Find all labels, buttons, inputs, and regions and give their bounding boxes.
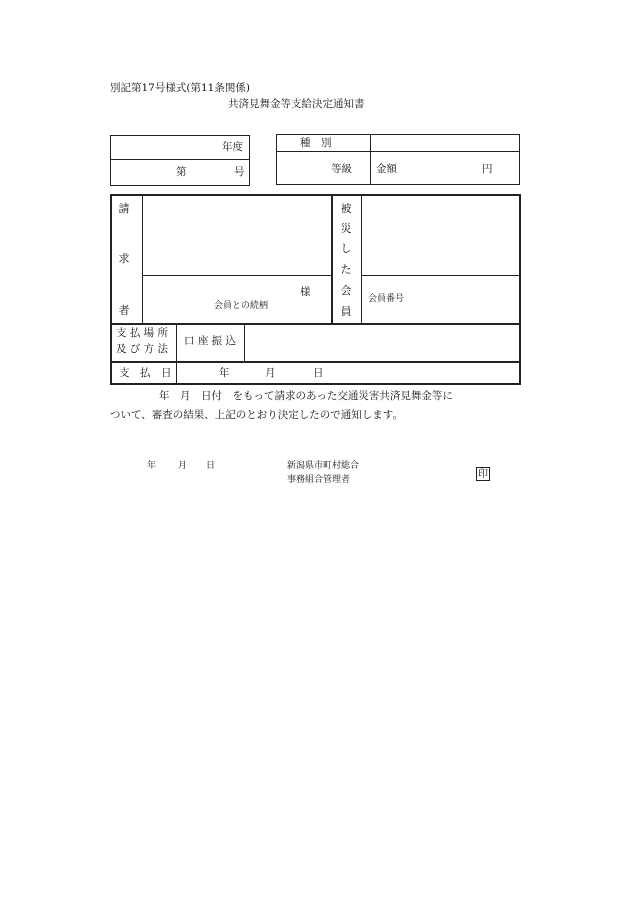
divider [361, 275, 521, 276]
main-table [110, 194, 521, 385]
issuer-line-2: 事務組合管理者 [287, 475, 351, 485]
notice-body-line-1: 年 月 日付 をもって請求のあった交通災害共済見舞金等に [159, 390, 453, 402]
payment-place-label: 支 払 場 所 [116, 327, 169, 339]
bank-transfer-label: 口 座 振 込 [184, 335, 237, 347]
issue-date-month: 月 [178, 461, 188, 471]
divider [361, 194, 362, 324]
number-prefix: 第 [176, 166, 187, 178]
benefit-type-label: 種 別 [300, 137, 332, 149]
payment-date-label: 支 払 日 [119, 367, 172, 379]
notice-body-line-2: ついて、審査の結果、上記のとおり決定したので通知します。 [110, 409, 403, 421]
issue-date-day: 日 [206, 461, 216, 471]
claimant-char: 求 [118, 252, 130, 265]
divider [276, 151, 520, 152]
amount-unit: 円 [482, 163, 493, 175]
honorific-sama: 様 [300, 286, 311, 298]
issuer-line-1: 新潟県市町村総合 [287, 461, 360, 471]
relation-label: 会員との続柄 [214, 301, 269, 311]
divider [244, 323, 245, 362]
divider [142, 275, 331, 276]
payment-date-year: 年 [219, 367, 230, 379]
victim-char: た [340, 263, 352, 276]
divider [370, 134, 371, 185]
fiscal-year-label: 年度 [222, 141, 243, 153]
claimant-char: 請 [118, 202, 130, 215]
divider [110, 159, 250, 160]
number-suffix: 号 [234, 166, 245, 178]
payment-method-label: 及 び 方 法 [116, 343, 169, 355]
payment-date-month: 月 [265, 367, 276, 379]
amount-label: 金額 [376, 163, 397, 175]
seal-mark: 印 [478, 469, 488, 480]
divider [110, 361, 521, 363]
divider [110, 323, 521, 325]
member-number-label: 会員番号 [368, 294, 405, 304]
grade-label: 等級 [331, 163, 352, 175]
divider [142, 194, 143, 324]
payment-date-day: 日 [313, 367, 324, 379]
divider [331, 194, 333, 324]
victim-char: し [340, 242, 352, 255]
form-reference: 別記第17号様式(第11条関係) [110, 82, 250, 94]
victim-char: 員 [340, 305, 352, 318]
victim-char: 会 [340, 284, 352, 297]
victim-char: 災 [340, 222, 352, 235]
divider [176, 323, 177, 385]
victim-char: 被 [340, 202, 352, 215]
issue-date-year: 年 [147, 461, 157, 471]
document-title: 共済見舞金等支給決定通知書 [228, 98, 365, 110]
claimant-char: 者 [118, 304, 130, 317]
